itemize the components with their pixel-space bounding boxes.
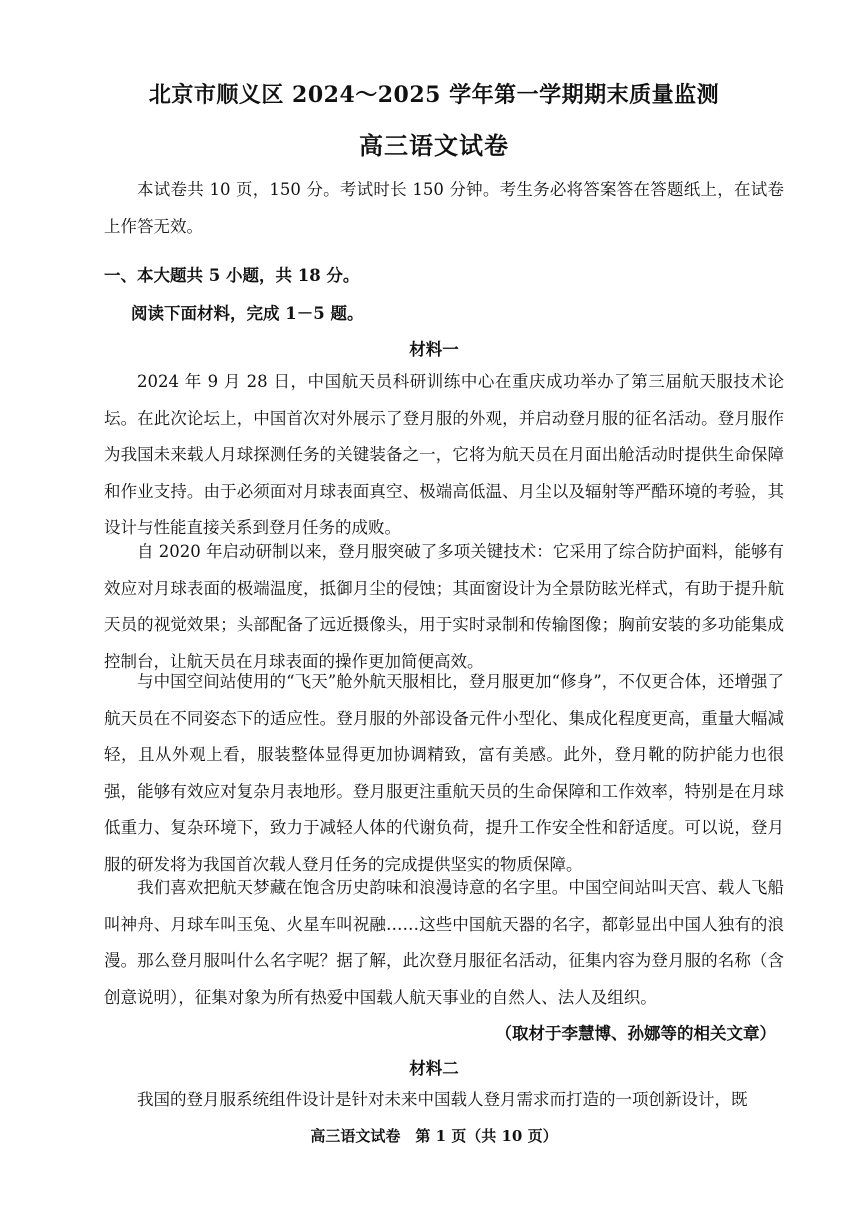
exam-subtitle: 高三语文试卷 [359,131,509,160]
page-footer: 高三语文试卷 第 1 页（共 10 页） [310,1127,558,1145]
material-2-paragraph: 我国的登月服系统组件设计是针对未来中国载人登月需求而打造的一项创新设计，既 [137,1090,748,1109]
material-1-paragraph: 我们喜欢把航天梦藏在饱含历史韵味和浪漫诗意的名字里。中国空间站叫天宫、载人飞船叫神舟、月球车叫玉兔、火星车叫祝融……这些中国航天器的名字，都彰显出中国人独有的浪漫。那么登月服叫什么名字呢？据了解，此次登月服征名活动，征集内容为登月服的名称（含创意说明），征集对象为所有热爱中国载人航天事业的自然人、法人及组织。 [104,878,784,1007]
exam-intro: 本试卷共 10 页，150 分。考试时长 150 分钟。考生务必将答案答在答题纸上，在试卷上作答无效。 [104,180,784,236]
reading-instruction: 阅读下面材料，完成 1－5 题。 [131,304,364,323]
material-1-paragraph: 自 2020 年启动研制以来，登月服突破了多项关键技术：它采用了综合防护面料，能够有效应对月球表面的极端温度，抵御月尘的侵蚀；其面窗设计为全景防眩光样式，有助于提升航天员的视觉效果；头部配备了远近摄像头，用于实时录制和传输图像；胸前安装的多功能集成控制台，让航天员在月球表面的操作更加简便高效。 [104,542,784,671]
exam-title: 北京市顺义区 2024～2025 学年第一学期期末质量监测 [148,82,720,108]
material-1-paragraph: 与中国空间站使用的“飞天”舱外航天服相比，登月服更加“修身”，不仅更合体，还增强了航天员在不同姿态下的适应性。登月服的外部设备元件小型化、集成化程度更高，重量大幅减轻，且从外观上看，服装整体显得更加协调精致，富有美感。此外，登月靴的防护能力也很强，能够有效应对复杂月表地形。登月服更注重航天员的生命保障和工作效率，特别是在月球低重力、复杂环境下，致力于减轻人体的代谢负荷，提升工作安全性和舒适度。可以说，登月服的研发将为我国首次载人登月任务的完成提供坚实的物质保障。 [104,672,784,874]
material-2-heading: 材料二 [409,1059,459,1078]
material-1-paragraph: 2024 年 9 月 28 日，中国航天员科研训练中心在重庆成功举办了第三届航天服技术论坛。在此次论坛上，中国首次对外展示了登月服的外观，并启动登月服的征名活动。登月服作为我国未来载人月球探测任务的关键装备之一，它将为航天员在月面出舱活动时提供生命保障和作业支持。由于必须面对月球表面真空、极端高低温、月尘以及辐射等严酷环境的考验，其设计与性能直接关系到登月任务的成败。 [104,372,784,537]
material-1-heading: 材料一 [409,340,459,359]
material-1-source: （取材于李慧博、孙娜等的相关文章） [495,1024,776,1043]
section-heading: 一、本大题共 5 小题，共 18 分。 [104,266,360,285]
